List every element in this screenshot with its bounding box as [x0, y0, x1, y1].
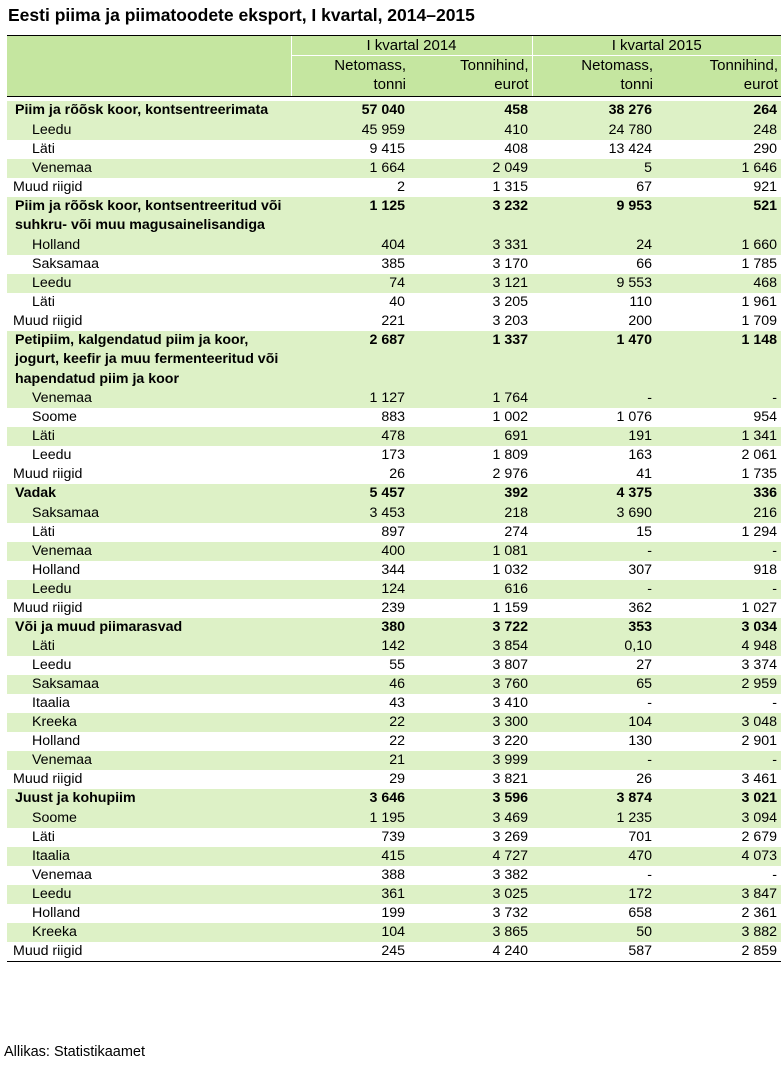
- mass-2014: 40: [389, 293, 405, 310]
- price-2015: 2 679: [741, 828, 777, 845]
- mass-2015: 587: [532, 942, 656, 962]
- price-2014: 3 300: [409, 713, 532, 732]
- price-2014: 274: [504, 523, 528, 540]
- mass-2015: 1 076: [616, 409, 652, 425]
- mass-2014: 404: [291, 236, 409, 255]
- export-table: [7, 35, 781, 962]
- mass-2014: 29: [389, 771, 405, 787]
- mass-2015: 66: [636, 255, 652, 272]
- country-row: [7, 408, 781, 427]
- price-2014: 408: [504, 140, 528, 157]
- other-countries-row: [7, 312, 781, 331]
- price-2014: 392: [409, 484, 532, 504]
- mass-2015: 658: [628, 904, 652, 921]
- price-2015: -: [772, 866, 777, 883]
- mass-2014: 3 453: [291, 504, 409, 523]
- row-label: Leedu: [7, 274, 291, 293]
- country-row: [7, 293, 781, 312]
- row-label: Venemaa: [7, 751, 291, 770]
- price-2015: 3 021: [656, 789, 781, 809]
- country-row: [7, 866, 781, 885]
- row-label: Leedu: [7, 580, 291, 599]
- price-2015: 4 073: [656, 847, 781, 866]
- country-row: [7, 675, 781, 694]
- row-label: Vadak: [7, 484, 291, 504]
- price-2014: 1 337: [409, 331, 532, 390]
- price-2015: 1 148: [656, 331, 781, 390]
- header-period-2014: I kvartal 2014: [291, 36, 532, 56]
- mass-2015: 4 375: [532, 484, 656, 504]
- country-row: [7, 694, 781, 713]
- mass-2014: 104: [291, 923, 409, 942]
- price-2015: 1 294: [741, 523, 777, 540]
- mass-2014: 124: [291, 580, 409, 599]
- country-row: [7, 732, 781, 751]
- row-label: Holland: [32, 561, 81, 578]
- price-2015: 2 859: [656, 942, 781, 962]
- header-price-2014: Tonnihind,: [409, 56, 532, 76]
- mass-2014: 897: [381, 523, 405, 540]
- mass-2014: 3 646: [291, 789, 409, 809]
- price-2014: 691: [409, 427, 532, 446]
- price-2015: 336: [656, 484, 781, 504]
- mass-2015: -: [532, 542, 656, 561]
- price-2015: 921: [753, 178, 777, 195]
- price-2014: 1 032: [492, 561, 528, 578]
- price-2015: 468: [656, 274, 781, 293]
- price-2014: 3 232: [409, 197, 532, 236]
- price-2014: 3 732: [492, 904, 528, 921]
- mass-2015: 24: [532, 236, 656, 255]
- header-mass-unit-2015: tonni: [532, 75, 656, 97]
- price-2015: 2 061: [741, 447, 777, 463]
- mass-2015: 67: [636, 178, 652, 195]
- country-row: [7, 828, 781, 847]
- mass-2015: 0,10: [532, 637, 656, 656]
- other-countries-row: [7, 178, 781, 197]
- price-2014: 1 764: [409, 389, 532, 408]
- category-row: [7, 789, 781, 809]
- mass-2015: 9 553: [532, 274, 656, 293]
- mass-2015: 1 470: [532, 331, 656, 390]
- price-2015: 248: [656, 121, 781, 140]
- price-2015: 2 901: [741, 733, 777, 749]
- row-label: Piim ja rõõsk koor, kontsentreerimata: [7, 101, 291, 121]
- price-2014: 3 722: [409, 618, 532, 638]
- mass-2014: 43: [389, 695, 405, 711]
- price-2014: 3 220: [492, 733, 528, 749]
- mass-2015: 65: [532, 675, 656, 694]
- price-2014: 1 159: [492, 599, 528, 616]
- price-2015: 1 660: [656, 236, 781, 255]
- country-row: [7, 274, 781, 293]
- mass-2015: 50: [532, 923, 656, 942]
- price-2015: 3 048: [656, 713, 781, 732]
- country-row: [7, 121, 781, 140]
- mass-2014: 22: [389, 733, 405, 749]
- row-label: Muud riigid: [13, 178, 83, 195]
- mass-2015: 41: [636, 466, 652, 482]
- price-2014: 3 865: [409, 923, 532, 942]
- mass-2015: 27: [636, 657, 652, 673]
- mass-2014: 239: [381, 599, 405, 616]
- row-label: Leedu: [32, 657, 72, 673]
- country-row: [7, 542, 781, 561]
- mass-2014: 57 040: [291, 101, 409, 121]
- mass-2014: 1 195: [291, 809, 409, 828]
- price-2015: -: [772, 695, 777, 711]
- mass-2014: 400: [291, 542, 409, 561]
- mass-2015: 1 235: [532, 809, 656, 828]
- mass-2015: 191: [532, 427, 656, 446]
- price-2015: 3 882: [656, 923, 781, 942]
- price-2015: 954: [753, 409, 777, 425]
- row-label: Juust ja kohupiim: [7, 789, 291, 809]
- price-2015: 4 948: [656, 637, 781, 656]
- price-2015: 216: [656, 504, 781, 523]
- mass-2015: 26: [636, 771, 652, 787]
- table-body: [7, 101, 781, 961]
- header-period-2015: I kvartal 2015: [532, 36, 781, 56]
- country-row: [7, 446, 781, 465]
- price-2014: 3 382: [492, 866, 528, 883]
- mass-2015: 38 276: [532, 101, 656, 121]
- mass-2015: 200: [628, 312, 652, 329]
- country-row: [7, 140, 781, 159]
- mass-2014: 361: [291, 885, 409, 904]
- row-label: Venemaa: [7, 542, 291, 561]
- country-row: [7, 389, 781, 408]
- price-2015: 264: [656, 101, 781, 121]
- price-2015: 3 374: [741, 657, 777, 673]
- price-2015: 3 034: [656, 618, 781, 638]
- price-2015: -: [656, 542, 781, 561]
- mass-2015: 110: [629, 293, 652, 310]
- mass-2014: 26: [389, 466, 405, 482]
- mass-2015: 24 780: [532, 121, 656, 140]
- price-2015: 521: [656, 197, 781, 236]
- price-2014: 616: [409, 580, 532, 599]
- price-2014: 4 240: [409, 942, 532, 962]
- price-2015: -: [656, 751, 781, 770]
- row-label: Holland: [7, 236, 291, 255]
- price-2014: 1 809: [492, 447, 528, 463]
- price-2015: 918: [753, 561, 777, 578]
- row-label: Saksamaa: [7, 675, 291, 694]
- header-mass-2014: Netomass,: [291, 56, 409, 76]
- mass-2014: 55: [389, 657, 405, 673]
- mass-2015: 470: [532, 847, 656, 866]
- row-label: Muud riigid: [13, 312, 83, 329]
- mass-2014: 2 687: [291, 331, 409, 390]
- price-2014: 4 727: [409, 847, 532, 866]
- row-label: Leedu: [7, 885, 291, 904]
- price-2015: 1 341: [656, 427, 781, 446]
- category-row: [7, 331, 781, 390]
- mass-2015: -: [532, 751, 656, 770]
- mass-2014: 9 415: [369, 140, 405, 157]
- mass-2014: 1 125: [291, 197, 409, 236]
- mass-2014: 245: [291, 942, 409, 962]
- price-2015: 2 959: [656, 675, 781, 694]
- price-2014: 3 203: [492, 312, 528, 329]
- mass-2014: 344: [381, 561, 405, 578]
- mass-2014: 380: [291, 618, 409, 638]
- price-2014: 1 081: [409, 542, 532, 561]
- mass-2015: 353: [532, 618, 656, 638]
- price-2014: 3 025: [409, 885, 532, 904]
- price-2014: 3 170: [492, 255, 528, 272]
- other-countries-row: [7, 465, 781, 484]
- category-row: [7, 197, 781, 236]
- mass-2014: 415: [291, 847, 409, 866]
- other-countries-row: [7, 599, 781, 618]
- country-row: [7, 236, 781, 255]
- price-2015: 3 461: [741, 771, 777, 787]
- price-2014: 3 596: [409, 789, 532, 809]
- mass-2015: 3 690: [532, 504, 656, 523]
- category-row: [7, 618, 781, 638]
- mass-2015: 163: [628, 447, 652, 463]
- row-label: Läti: [7, 427, 291, 446]
- country-row: [7, 637, 781, 656]
- category-row: [7, 101, 781, 121]
- header-mass-2015: Netomass,: [532, 56, 656, 76]
- price-2015: 1 709: [741, 312, 777, 329]
- price-2014: 3 854: [409, 637, 532, 656]
- country-row: [7, 809, 781, 828]
- country-row: [7, 255, 781, 274]
- source-note: Allikas: Statistikaamet: [4, 1044, 146, 1060]
- country-row: [7, 159, 781, 178]
- row-label: Läti: [32, 140, 55, 157]
- country-row: [7, 713, 781, 732]
- price-2015: 290: [753, 140, 777, 157]
- country-row: [7, 751, 781, 770]
- mass-2015: -: [647, 866, 652, 883]
- row-label: Petipiim, kalgendatud piim ja koor, jogurt, keefir ja muu fermenteeritud või hapendatud piim ja koor: [7, 331, 291, 390]
- row-label: Läti: [32, 828, 55, 845]
- price-2015: 3 094: [656, 809, 781, 828]
- country-row: [7, 656, 781, 675]
- mass-2014: 1 664: [291, 159, 409, 178]
- header-price-unit-2014: eurot: [409, 75, 532, 97]
- price-2015: 1 646: [656, 159, 781, 178]
- mass-2014: 385: [381, 255, 405, 272]
- mass-2015: 130: [628, 733, 652, 749]
- mass-2015: -: [532, 580, 656, 599]
- category-row: [7, 484, 781, 504]
- mass-2015: 3 874: [532, 789, 656, 809]
- mass-2014: 199: [381, 904, 405, 921]
- row-label: Soome: [32, 409, 77, 425]
- other-countries-row: [7, 770, 781, 789]
- mass-2014: 22: [291, 713, 409, 732]
- mass-2014: 21: [291, 751, 409, 770]
- row-label: Venemaa: [7, 389, 291, 408]
- row-label: Holland: [32, 733, 81, 749]
- country-row: [7, 885, 781, 904]
- price-2015: 1 027: [741, 599, 777, 616]
- other-countries-row: [7, 942, 781, 962]
- row-label: Läti: [32, 293, 55, 310]
- table-title: Eesti piima ja piimatoodete eksport, I kvartal, 2014–2015: [8, 5, 475, 25]
- country-row: [7, 504, 781, 523]
- row-label: Itaalia: [32, 695, 70, 711]
- mass-2014: 221: [381, 312, 405, 329]
- mass-2014: 883: [381, 409, 405, 425]
- mass-2015: -: [532, 389, 656, 408]
- mass-2015: 362: [628, 599, 652, 616]
- mass-2015: 701: [628, 828, 652, 845]
- price-2014: 1 002: [492, 409, 528, 425]
- mass-2015: -: [647, 695, 652, 711]
- price-2014: 1 315: [492, 178, 528, 195]
- row-label: Läti: [7, 637, 291, 656]
- country-row: [7, 523, 781, 542]
- mass-2015: 9 953: [532, 197, 656, 236]
- row-label: Muud riigid: [13, 599, 83, 616]
- mass-2015: 307: [628, 561, 652, 578]
- row-label: Saksamaa: [32, 255, 100, 272]
- row-label: Kreeka: [7, 713, 291, 732]
- price-2015: 3 847: [656, 885, 781, 904]
- mass-2014: 388: [381, 866, 405, 883]
- header-price-2015: Tonnihind,: [656, 56, 781, 76]
- price-2015: 2 361: [741, 904, 777, 921]
- row-label: Muud riigid: [13, 466, 83, 482]
- price-2014: 458: [409, 101, 532, 121]
- country-row: [7, 580, 781, 599]
- mass-2014: 142: [291, 637, 409, 656]
- mass-2015: 172: [532, 885, 656, 904]
- price-2014: 218: [409, 504, 532, 523]
- price-2014: 3 999: [409, 751, 532, 770]
- mass-2014: 5 457: [291, 484, 409, 504]
- row-label: Venemaa: [7, 159, 291, 178]
- row-label: Leedu: [32, 447, 72, 463]
- mass-2014: 478: [291, 427, 409, 446]
- mass-2015: 15: [636, 523, 652, 540]
- price-2014: 3 331: [409, 236, 532, 255]
- country-row: [7, 847, 781, 866]
- price-2014: 3 121: [409, 274, 532, 293]
- row-label: Itaalia: [7, 847, 291, 866]
- mass-2015: 5: [532, 159, 656, 178]
- mass-2015: 13 424: [608, 140, 652, 157]
- price-2015: -: [656, 389, 781, 408]
- mass-2014: 1 127: [291, 389, 409, 408]
- price-2014: 410: [409, 121, 532, 140]
- price-2014: 3 469: [409, 809, 532, 828]
- mass-2014: 739: [381, 828, 405, 845]
- price-2015: 1 785: [741, 255, 777, 272]
- header-price-unit-2015: eurot: [656, 75, 781, 97]
- mass-2015: 104: [532, 713, 656, 732]
- country-row: [7, 904, 781, 923]
- row-label: Või ja muud piimarasvad: [7, 618, 291, 638]
- price-2015: 1 961: [741, 293, 777, 310]
- row-label: Leedu: [7, 121, 291, 140]
- header-corner: [7, 36, 291, 56]
- table-header: [7, 36, 781, 102]
- row-label: Soome: [7, 809, 291, 828]
- price-2014: 2 976: [492, 466, 528, 482]
- mass-2014: 45 959: [291, 121, 409, 140]
- mass-2014: 2: [397, 178, 405, 195]
- mass-2014: 46: [291, 675, 409, 694]
- price-2014: 3 205: [492, 293, 528, 310]
- mass-2014: 74: [291, 274, 409, 293]
- row-label: Holland: [32, 904, 81, 921]
- country-row: [7, 561, 781, 580]
- row-label: Saksamaa: [7, 504, 291, 523]
- header-mass-unit-2014: tonni: [291, 75, 409, 97]
- country-row: [7, 427, 781, 446]
- row-label: Venemaa: [32, 866, 92, 883]
- country-row: [7, 923, 781, 942]
- price-2014: 3 760: [409, 675, 532, 694]
- price-2015: 1 735: [741, 466, 777, 482]
- row-label: Kreeka: [7, 923, 291, 942]
- price-2014: 2 049: [409, 159, 532, 178]
- row-label: Läti: [32, 523, 55, 540]
- mass-2014: 173: [381, 447, 405, 463]
- price-2014: 3 821: [492, 771, 528, 787]
- row-label: Piim ja rõõsk koor, kontsentreeritud või suhkru- või muu magusainelisandiga: [7, 197, 291, 236]
- price-2015: -: [656, 580, 781, 599]
- row-label: Muud riigid: [7, 942, 291, 962]
- price-2014: 3 269: [492, 828, 528, 845]
- price-2014: 3 410: [492, 695, 528, 711]
- price-2014: 3 807: [492, 657, 528, 673]
- row-label: Muud riigid: [13, 771, 83, 787]
